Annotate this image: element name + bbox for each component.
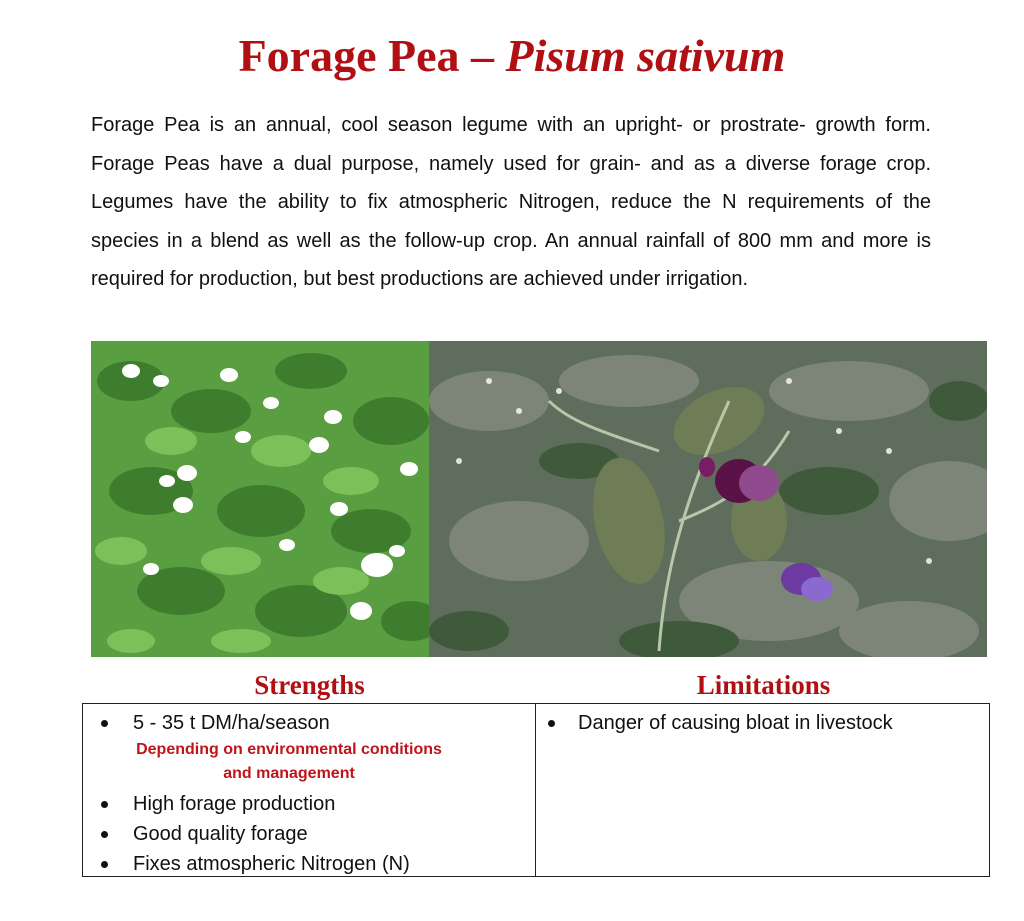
photo-purple-flowering-peas — [429, 341, 987, 657]
limitation-item: Danger of causing bloat in livestock — [536, 708, 989, 738]
intro-paragraph: Forage Pea is an annual, cool season legume with an upright- or prostrate- growth form. Forage Peas have a dual purpose, namely used for grain- and as a diverse forage crop. Legumes have the ability to fix atmospheric Nitrogen, reduce the N requirements of the species in a blend as well as the follow-up crop. An annual rainfall of 800 mm and more is required for production, but best productions are achieved under irrigation. — [91, 114, 931, 291]
strengths-cell — [83, 704, 536, 876]
yield-note-line-1: Depending on environmental conditions — [136, 741, 442, 758]
strengths-heading: Strengths — [254, 670, 365, 700]
strength-item: High forage production — [83, 789, 535, 819]
title-common-name: Forage Pea – — [238, 30, 506, 81]
yield-note — [89, 738, 489, 786]
page-title — [0, 28, 1024, 84]
strengths-limitations-table — [82, 703, 990, 877]
title-scientific-name: Pisum sativum — [505, 30, 786, 81]
strength-item: Fixes atmospheric Nitrogen (N) — [83, 849, 535, 879]
strength-yield: 5 - 35 t DM/ha/season — [83, 708, 535, 738]
strength-item: Good quality forage — [83, 819, 535, 849]
photo-strip — [91, 341, 987, 657]
photo-white-flowering-peas — [91, 341, 429, 657]
limitations-heading: Limitations — [696, 670, 831, 700]
yield-note-line-2: and management — [223, 765, 355, 782]
strengths-list — [83, 708, 535, 738]
limitations-list — [536, 708, 989, 738]
strengths-list-continued — [83, 789, 535, 879]
limitations-cell — [536, 704, 989, 876]
